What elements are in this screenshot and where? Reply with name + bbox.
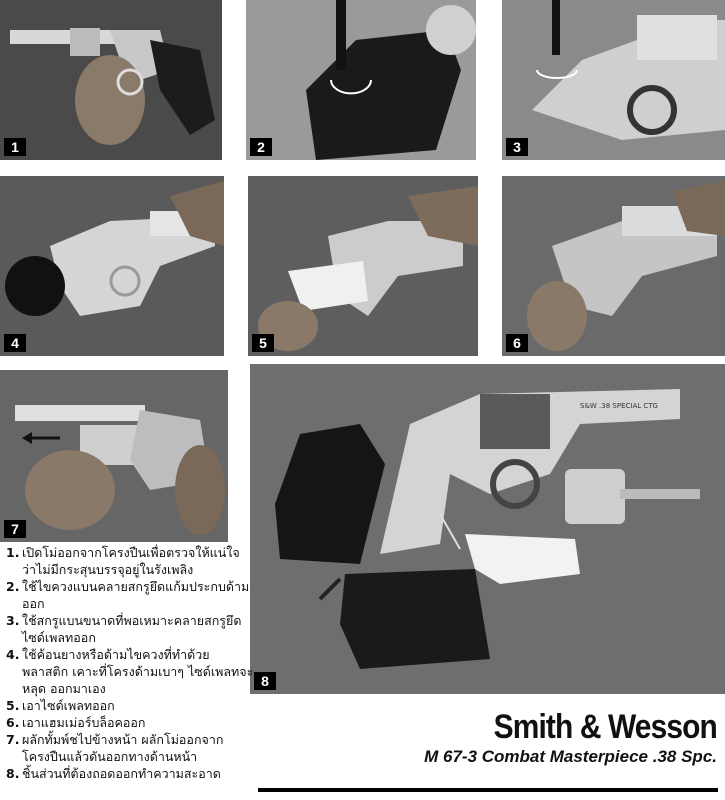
panel-number: 2 — [250, 138, 272, 156]
photo-panel-5 — [248, 176, 478, 356]
barrel-engraving: S&W .38 SPECIAL CTG — [580, 402, 658, 410]
panel-number: 6 — [506, 334, 528, 352]
model-subtitle: M 67-3 Combat Masterpiece .38 Spc. — [424, 747, 717, 766]
list-item: 6. เอาแฮมเม่อร์บล็อคออก — [6, 715, 146, 730]
panel-number: 8 — [254, 672, 276, 690]
photo-panel-4 — [0, 176, 224, 356]
panel-number: 1 — [4, 138, 26, 156]
photo-panel-8 — [250, 364, 725, 694]
instruction-list — [6, 544, 254, 782]
divider — [258, 788, 718, 792]
panel-number: 5 — [252, 334, 274, 352]
brand-heading — [424, 708, 717, 768]
list-item: 2. ใช้ไขควงแบนคลายสกรูยึดแก้มประกบด้าม ออก — [6, 579, 250, 611]
revolver-open-cylinder-image — [0, 0, 222, 160]
brand-title: Smith & Wesson — [493, 708, 717, 746]
disassembled-parts-image — [250, 364, 725, 694]
photo-panel-2 — [246, 0, 476, 160]
sideplate-screw-image — [502, 0, 725, 160]
list-item: 7. ผลักทั้มพ์ชไปข้างหน้า ผลักโม่ออกจาก โครงปืนแล้วดันออกทางด้านหน้า — [6, 732, 224, 764]
hammer-block-image — [502, 176, 725, 356]
list-item: 1. เปิดโม่ออกจากโครงปืนเพื่อตรวจให้แน่ใจ ว่าไม่มีกระสุนบรรจุอยู่ในรังเพลิง — [6, 545, 240, 577]
photo-panel-1 — [0, 0, 222, 160]
photo-panel-3 — [502, 0, 725, 160]
panel-number: 7 — [4, 520, 26, 538]
rubber-mallet-image — [0, 176, 224, 356]
list-item: 5. เอาไซด์เพลทออก — [6, 698, 115, 713]
panel-number: 4 — [4, 334, 26, 352]
photo-panel-7 — [0, 370, 228, 542]
panel-number: 3 — [506, 138, 528, 156]
screwdriver-grip-image — [246, 0, 476, 160]
cylinder-push-image — [0, 370, 228, 542]
list-item: 3. ใช้สกรูแบนขนาดที่พอเหมาะคลายสกรูยึด ไซด์เพลทออก — [6, 613, 242, 645]
list-item: 8. ชิ้นส่วนที่ต้องถอดออกทำความสะอาด — [6, 766, 221, 781]
photo-panel-6 — [502, 176, 725, 356]
sideplate-removal-image — [248, 176, 478, 356]
list-item: 4. ใช้ค้อนยางหรือด้ามไขควงที่ทำด้วยพลาสติก เคาะที่โครงด้ามเบาๆ ไซด์เพลทจะหลุด ออกมาเอง — [6, 647, 254, 696]
